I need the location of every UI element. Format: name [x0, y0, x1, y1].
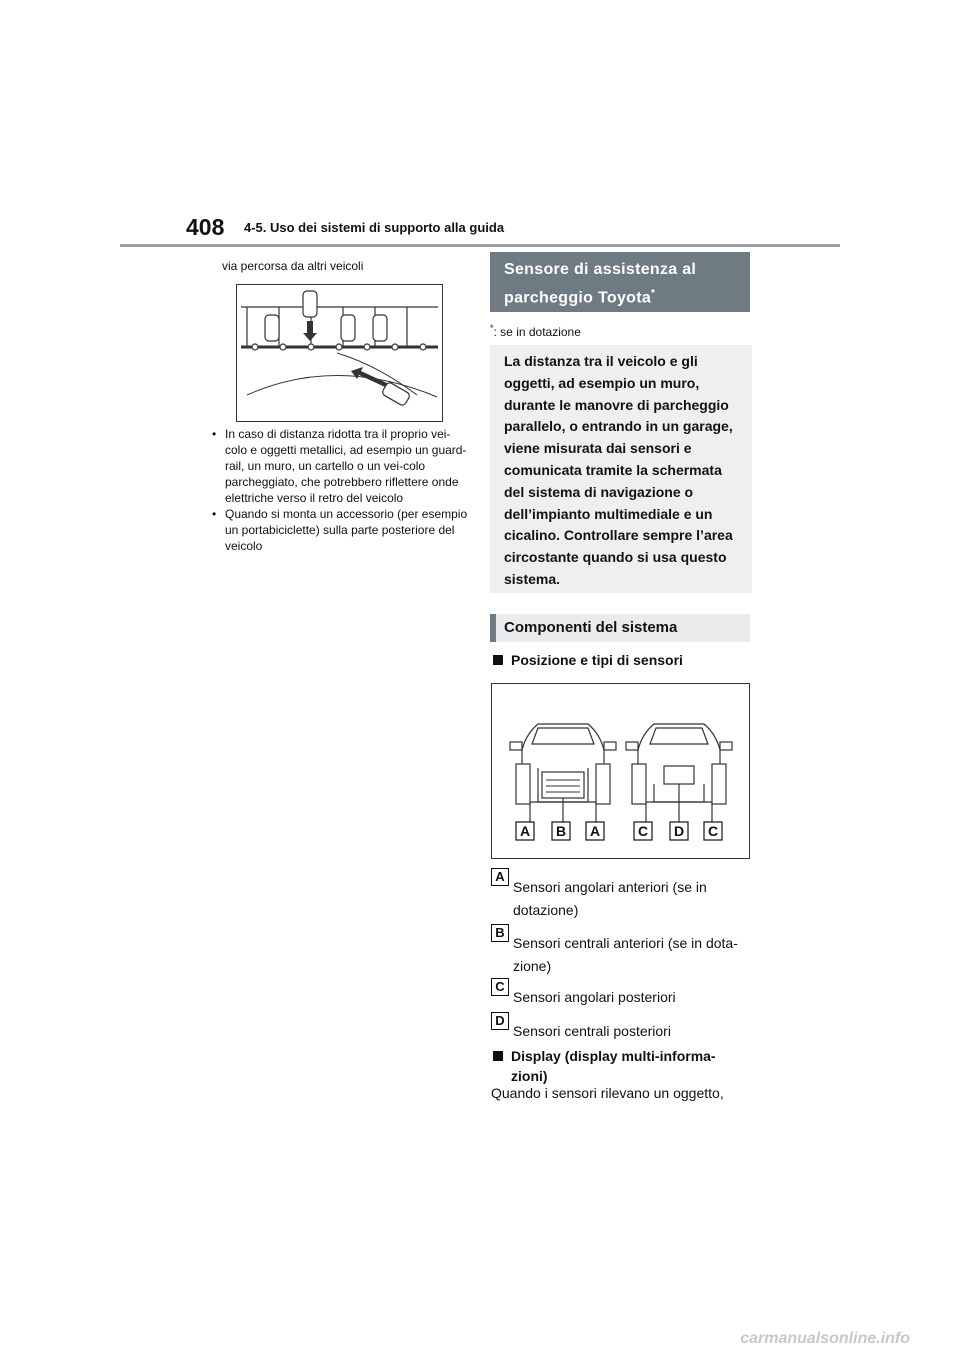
- legend-item-a: [491, 868, 753, 922]
- band-title-mark: *: [651, 288, 656, 299]
- figure-label: C: [707, 823, 719, 839]
- bullet-list: [210, 426, 468, 554]
- band-title: [490, 252, 750, 312]
- figure-label: D: [673, 823, 685, 839]
- legend-badge: B: [491, 924, 509, 942]
- sensor-figure: [491, 683, 750, 859]
- square-bullet-icon: [493, 655, 503, 665]
- parking-figure: [236, 284, 443, 422]
- legend-text: Sensori centrali posteriori: [513, 1023, 671, 1039]
- subhead-sensors-text: Posizione e tipi di sensori: [511, 652, 683, 668]
- intro-text: via percorsa da altri veicoli: [222, 259, 364, 273]
- legend-text: Sensori angolari anteriori (se in dotazione): [513, 879, 707, 918]
- subhead-display: [493, 1046, 753, 1086]
- watermark: carmanualsonline.info: [740, 1330, 910, 1347]
- footnote-text: : se in dotazione: [493, 325, 581, 339]
- legend-badge: D: [491, 1012, 509, 1030]
- legend-badge: A: [491, 868, 509, 886]
- legend-item-d: [491, 1012, 753, 1043]
- legend-item-b: [491, 924, 753, 978]
- intro-box: La distanza tra il veicolo e gli oggetti, ad esempio un muro, durante le manovre di parcheggio parallelo, o entrando in un garage, viene misurata dai sensori e comunicata tramite la schermata del sistema di navigazione o dell’impianto multimediale e un cicalino. Controllare sempre l’area circostante quando si usa questo sistema.: [490, 345, 752, 593]
- figure-label: B: [555, 823, 567, 839]
- footnote-mark: *: [490, 323, 494, 333]
- subhead-display-text: Display (display multi-informa-zioni): [511, 1048, 716, 1084]
- legend-item-c: [491, 978, 753, 1009]
- figure-label: C: [637, 823, 649, 839]
- header-divider: [120, 244, 840, 247]
- bottom-text: Quando i sensori rilevano un oggetto,: [491, 1085, 724, 1101]
- legend-badge: C: [491, 978, 509, 996]
- bullet-item: • In caso di distanza ridotta tra il proprio vei-colo e oggetti metallici, ad esempio un guard-rail, un muro, un cartello o un vei-colo parcheggiato, che potrebbero riflettere onde elettriche verso il retro del veicolo: [210, 426, 468, 506]
- section-title: 4-5. Uso dei sistemi di supporto alla guida: [244, 220, 505, 235]
- footnote: [490, 323, 581, 339]
- page-number: 408: [186, 214, 225, 240]
- legend-text: Sensori angolari posteriori: [513, 989, 676, 1005]
- band-title-text: Sensore di assistenza al parcheggio Toyota: [504, 261, 697, 307]
- figure-label: A: [519, 823, 531, 839]
- parking-illustration: [237, 285, 442, 421]
- subhead-sensors: [493, 652, 683, 668]
- figure-label: A: [589, 823, 601, 839]
- legend-text: Sensori centrali anteriori (se in dota-zione): [513, 935, 738, 974]
- bullet-item: • Quando si monta un accessorio (per esempio un portabiciclette) sulla parte posteriore del veicolo: [210, 506, 468, 554]
- sensor-illustration: [492, 684, 749, 858]
- components-heading: Componenti del sistema: [490, 614, 750, 642]
- square-bullet-icon: [493, 1051, 503, 1061]
